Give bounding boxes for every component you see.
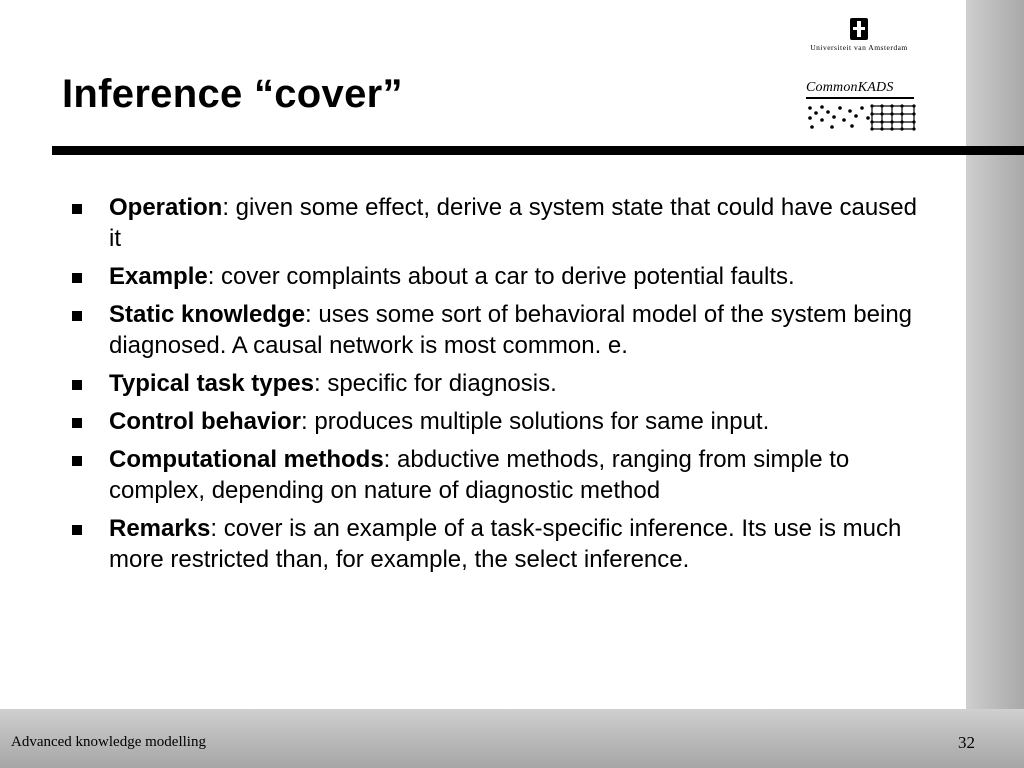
- square-bullet-icon: [72, 204, 82, 214]
- square-bullet-icon: [72, 273, 82, 283]
- bullet-text: : abductive methods, ranging from simple to complex, depending on nature of diagnostic method: [109, 446, 850, 504]
- bullet-item-control-behavior: [72, 406, 922, 437]
- right-decorative-band: [966, 0, 1024, 768]
- bullet-item-remarks: [72, 513, 922, 575]
- university-name: Universiteit van Amsterdam: [810, 43, 908, 52]
- footer-title: Advanced knowledge modelling: [11, 734, 206, 750]
- commonkads-logo: [806, 80, 918, 132]
- bullet-text: : uses some sort of behavioral model of the system being diagnosed. A causal network is most common. e.: [109, 301, 913, 359]
- bullet-term: Typical task types: [109, 370, 314, 397]
- commonkads-network-icon: [806, 102, 918, 132]
- bullet-term: Operation: [109, 194, 223, 221]
- bullet-item-typical-task-types: [72, 368, 922, 399]
- page-number: 32: [958, 733, 975, 752]
- university-seal-icon: [850, 18, 868, 40]
- bullet-term: Computational methods: [109, 446, 384, 473]
- square-bullet-icon: [72, 525, 82, 535]
- bullet-term: Control behavior: [109, 408, 302, 435]
- commonkads-underline: [806, 97, 914, 99]
- bullet-item-example: [72, 261, 922, 292]
- bullet-text: : cover complaints about a car to derive potential faults.: [207, 263, 795, 290]
- bullet-text: : specific for diagnosis.: [313, 370, 557, 397]
- bullet-text: : cover is an example of a task-specific inference. Its use is much more restricted than, for example, the select inference.: [109, 515, 902, 573]
- square-bullet-icon: [72, 418, 82, 428]
- bullet-text: : given some effect, derive a system state that could have caused it: [109, 194, 917, 252]
- bullet-item-computational-methods: [72, 444, 922, 506]
- square-bullet-icon: [72, 456, 82, 466]
- bullet-term: Example: [109, 263, 208, 290]
- bullet-item-static-knowledge: [72, 299, 922, 361]
- bullet-list: [72, 192, 922, 582]
- university-logo: [803, 18, 915, 52]
- title-divider: [52, 146, 1024, 155]
- slide-title: Inference “cover”: [62, 72, 403, 116]
- bullet-term: Remarks: [109, 515, 211, 542]
- commonkads-wordmark: CommonKADS: [806, 80, 894, 95]
- square-bullet-icon: [72, 380, 82, 390]
- bullet-term: Static knowledge: [109, 301, 306, 328]
- bullet-item-operation: [72, 192, 922, 254]
- square-bullet-icon: [72, 311, 82, 321]
- bullet-text: : produces multiple solutions for same input.: [301, 408, 770, 435]
